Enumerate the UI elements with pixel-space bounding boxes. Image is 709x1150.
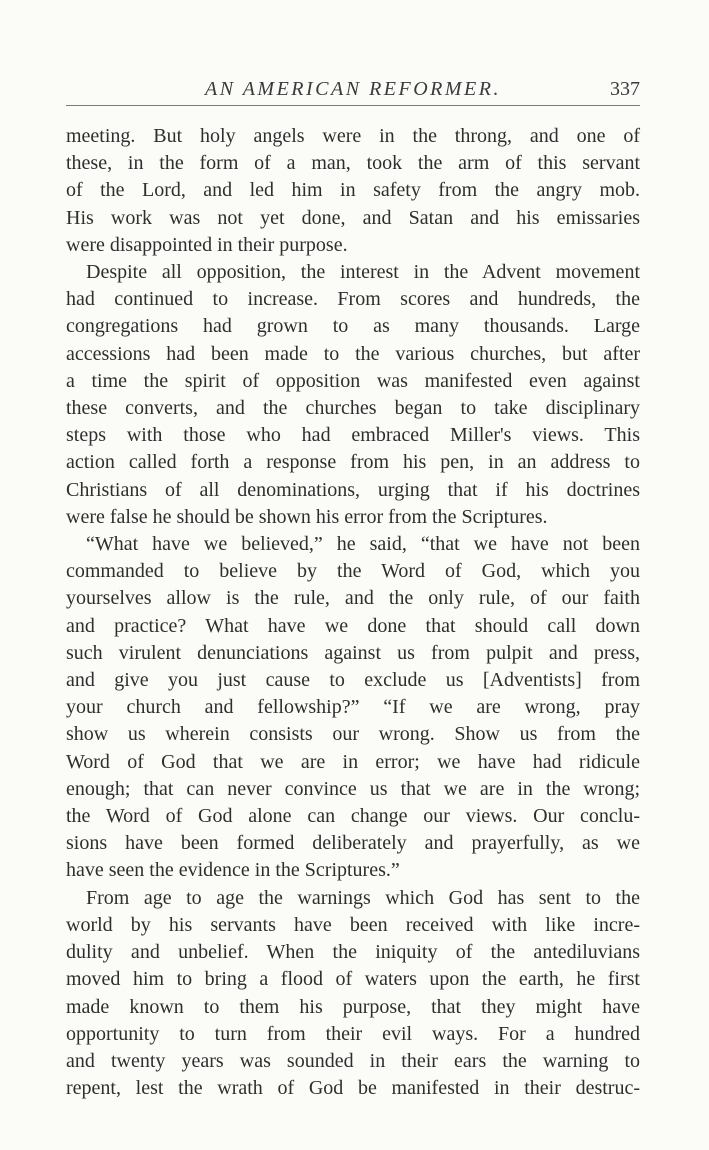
page-number: 337 [610, 78, 640, 100]
text-line: yourselves allow is the rule, and the only rule, of our faith [66, 587, 640, 610]
text-line: “What have we believed,” he said, “that we have not been [86, 533, 640, 556]
running-title: AN AMERICAN REFORMER. [205, 78, 501, 100]
text-line: meeting. But holy angels were in the throng, and one of [66, 125, 640, 147]
text-line: had continued to increase. From scores and hundreds, the [66, 288, 640, 311]
text-line: dulity and unbelief. When the iniquity of the antediluvians [66, 941, 640, 964]
text-line: Christians of all denominations, urging that if his doctrines [66, 478, 640, 501]
text-line: show us wherein consists our wrong. Show us from the [66, 723, 640, 746]
text-line: world by his servants have been received with like incre- [66, 913, 640, 936]
text-line: your church and fellowship?” “If we are wrong, pray [66, 696, 640, 719]
text-line: were disappointed in their purpose. [66, 233, 348, 256]
text-line: these converts, and the churches began to take disciplinary [66, 397, 640, 420]
text-line: made known to them his purpose, that they might have [66, 995, 640, 1018]
header-rule [66, 105, 640, 106]
text-line: action called forth a response from his pen, in an address to [66, 451, 640, 474]
text-line: His work was not yet done, and Satan and his emissaries [66, 206, 640, 229]
text-line: steps with those who had embraced Miller's views. This [66, 424, 640, 447]
text-line: these, in the form of a man, took the arm of this servant [66, 152, 640, 175]
text-line: and twenty years was sounded in their ears the warning to [66, 1049, 640, 1072]
text-line: enough; that can never convince us that we are in the wrong; [66, 777, 640, 800]
text-line: such virulent denunciations against us from pulpit and press, [66, 641, 640, 664]
body-text [66, 123, 640, 1102]
text-line: Despite all opposition, the interest in the Advent movement [86, 261, 640, 284]
text-line: sions have been formed deliberately and prayerfully, as we [66, 832, 640, 855]
text-line: were false he should be shown his error from the Scriptures. [66, 505, 548, 528]
text-line: have seen the evidence in the Scriptures.” [66, 859, 400, 882]
running-head [66, 78, 640, 108]
text-line: the Word of God alone can change our views. Our conclu- [66, 805, 640, 828]
text-line: From age to age the warnings which God has sent to the [86, 886, 640, 909]
text-line: commanded to believe by the Word of God, which you [66, 560, 640, 583]
text-line: Word of God that we are in error; we have had ridicule [66, 750, 640, 773]
text-line: and give you just cause to exclude us [Adventists] from [66, 669, 640, 692]
text-line: repent, lest the wrath of God be manifested in their destruc- [66, 1077, 640, 1100]
text-line: accessions had been made to the various churches, but after [66, 342, 640, 365]
text-line: and practice? What have we done that should call down [66, 614, 640, 637]
text-line: congregations had grown to as many thousands. Large [66, 315, 640, 338]
text-line: of the Lord, and led him in safety from the angry mob. [66, 179, 640, 202]
text-line: opportunity to turn from their evil ways. For a hundred [66, 1022, 640, 1045]
text-line: a time the spirit of opposition was manifested even against [66, 369, 640, 392]
text-line: moved him to bring a flood of waters upon the earth, he first [66, 968, 640, 991]
